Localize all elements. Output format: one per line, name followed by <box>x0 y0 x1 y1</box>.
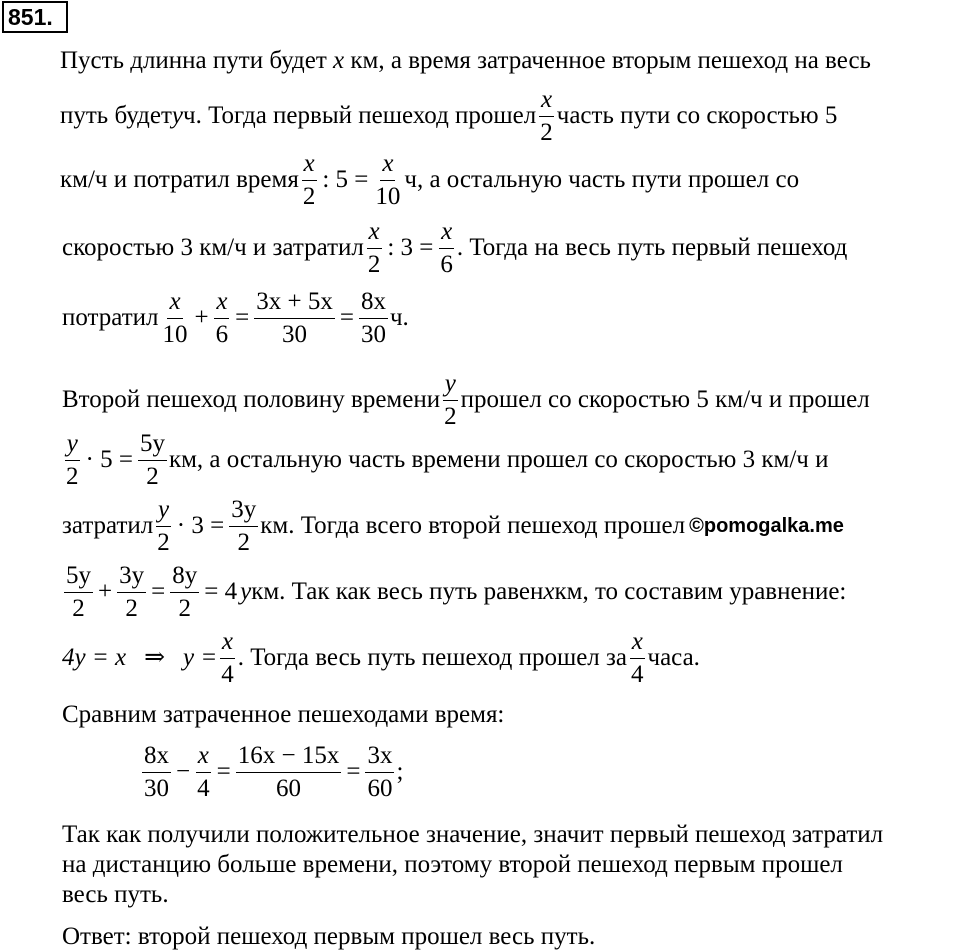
text: км/ч и потратил время <box>60 166 299 193</box>
fraction: $\frac{x}{6}$ <box>215 288 229 348</box>
fraction: $\frac{8x}{30}$ <box>144 742 169 802</box>
fraction: $\frac{8y}{2}$ <box>172 562 198 622</box>
fraction: $\frac{x}{4}$ <box>221 628 234 688</box>
math-op: = <box>151 578 166 605</box>
text: км. Тогда всего второй пешеход прошел <box>260 512 686 539</box>
implies-arrow: ⇒ <box>144 644 166 671</box>
text: ч, а остальную часть пути прошел со <box>404 166 800 193</box>
fraction: $\frac{5y}{2}$ <box>139 430 165 490</box>
p2-line-5 <box>62 628 700 688</box>
math-op: = 4 <box>204 578 238 605</box>
p2-line-3 <box>62 496 844 556</box>
p1-line-2 <box>60 86 837 146</box>
fraction: $\frac{x}{2}$ <box>302 150 316 210</box>
text: км, то составим уравнение: <box>554 578 847 605</box>
text: км. Так как весь путь равен <box>251 578 544 605</box>
fraction: $\frac{3y}{2}$ <box>231 496 257 556</box>
fraction: $\frac{x}{6}$ <box>440 218 453 278</box>
fraction: $\frac{x}{4}$ <box>631 628 644 688</box>
p1-line-1 <box>60 46 871 76</box>
text: затратил <box>62 512 154 539</box>
fraction: $\frac{3y}{2}$ <box>119 562 145 622</box>
fraction: $\frac{x}{10}$ <box>162 288 188 348</box>
p1-line-3 <box>60 150 799 210</box>
math-op: · 5 = <box>85 446 133 473</box>
math-op: + <box>194 304 209 331</box>
text: прошел со скоростью 5 км/ч и прошел <box>460 386 870 413</box>
p2-line-2 <box>62 430 828 490</box>
fraction: $\frac{5y}{2}$ <box>66 562 91 622</box>
p2-line-1 <box>62 370 870 430</box>
p1-line-5 <box>62 288 409 348</box>
text: часа. <box>647 644 700 671</box>
fraction: $\frac{y}{2}$ <box>157 496 170 556</box>
math-op: : 3 = <box>387 234 434 261</box>
math-op: − <box>176 758 191 785</box>
text: ч. Тогда первый пешеход прошел <box>183 102 537 129</box>
text: . Тогда весь путь пешеход прошел за <box>237 644 627 671</box>
equation: y = <box>183 644 218 671</box>
fraction: $\frac{3x}{60}$ <box>367 742 393 802</box>
math-op: = <box>235 304 250 331</box>
math-op: ; <box>396 758 404 785</box>
answer-line: Ответ: второй пешеход первым прошел весь путь. <box>62 923 596 950</box>
var-x: x <box>543 578 555 605</box>
text: Пусть длинна пути будет <box>60 47 334 74</box>
var-y: y <box>171 102 183 129</box>
text: потратил <box>62 304 159 331</box>
text: км, а остальную часть времени прошел со скоростью 3 км/ч и <box>168 446 829 473</box>
fraction: $\frac{8x}{30}$ <box>360 288 386 348</box>
var-y: y <box>240 578 252 605</box>
p4-line-3: весь путь. <box>62 881 169 908</box>
p3-line-2 <box>140 742 403 802</box>
p4-line-2: на дистанцию больше времени, поэтому второй пешеход первым прошел <box>62 851 843 878</box>
text: Второй пешеход половину времени <box>62 386 441 413</box>
equation: 4y = x <box>62 644 127 671</box>
fraction: $\frac{x}{2}$ <box>367 218 381 278</box>
math-op: = <box>346 758 361 785</box>
math-op: · 3 = <box>176 512 225 539</box>
fraction: $\frac{x}{4}$ <box>197 742 210 802</box>
var-x: x <box>333 47 345 74</box>
text: км, а время затраченное вторым пешеход на весь <box>344 47 871 74</box>
text: . Тогда на весь путь первый пешеход <box>456 234 848 261</box>
problem-number: 851. <box>2 1 68 33</box>
fraction: $\frac{x}{2}$ <box>540 86 553 146</box>
fraction: $\frac{3x + 5x}{30}$ <box>256 288 333 348</box>
text: путь будет <box>60 102 172 129</box>
fraction: $\frac{x}{10}$ <box>375 150 401 210</box>
p2-line-4 <box>62 562 846 622</box>
text: скоростью 3 км/ч и затратил <box>62 234 364 261</box>
p4-line-1: Так как получили положительное значение, значит первый пешеход затратил <box>62 821 884 848</box>
math-op: + <box>98 578 113 605</box>
p3-line-1: Сравним затраченное пешеходами время: <box>62 701 505 728</box>
text: часть пути со скоростью 5 <box>556 102 838 129</box>
math-op: = <box>216 758 231 785</box>
p1-line-4 <box>62 218 847 278</box>
fraction: $\frac{16x - 15x}{60}$ <box>237 742 340 802</box>
math-op: = <box>339 304 354 331</box>
math-op: : 5 = <box>322 166 369 193</box>
watermark: ©pomogalka.me <box>689 515 844 537</box>
text: ч. <box>389 304 409 331</box>
fraction: $\frac{y}{2}$ <box>444 370 457 430</box>
fraction: $\frac{y}{2}$ <box>66 430 79 490</box>
